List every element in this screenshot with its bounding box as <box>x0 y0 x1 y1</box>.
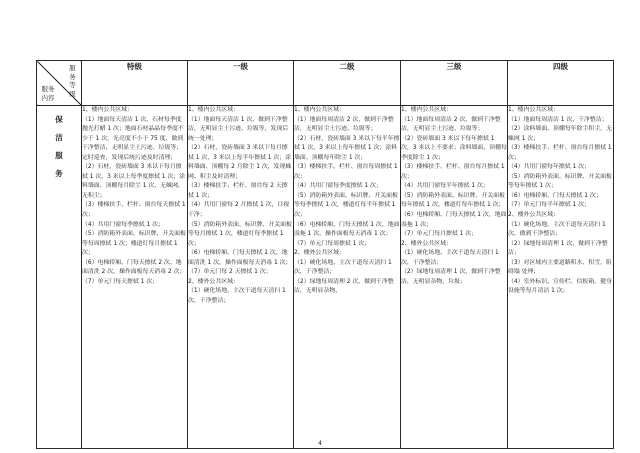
cell-line: （4）共用门窗每 2 月擦拭 1 次，目视干净； <box>188 202 290 219</box>
column-header: 四级 <box>508 61 614 106</box>
category-char: 服 <box>55 151 63 160</box>
cell-line: 1、楼内公共区域： <box>294 107 345 113</box>
corner-bottom-label: 服务内容 <box>41 85 55 102</box>
cell-line: （4）共用门窗每半年擦拭 1 次； <box>401 183 489 190</box>
level-cell-first <box>188 106 294 449</box>
column-header: 三级 <box>401 61 508 106</box>
cell-line: （1）地面每天清洁 1 次，做到干净整洁，无明显尘土污迹、垃圾等，发现后统一处理； <box>188 116 289 142</box>
cell-line: （3）楼梯扶手、栏杆、窗台每周擦拭 1 次； <box>294 164 398 180</box>
cell-line: （1）硬化场地、主次干道每天清扫 1 次，干净整洁； <box>401 250 499 266</box>
category-char: 洁 <box>55 133 63 142</box>
cell-line: （6）电梯轿厢、门每天擦拭 1 次，地面清洗 1 次，操作面板每天消毒 1 次； <box>188 250 292 266</box>
cell-line: （5）消防箱外表面、标识牌、开关面板等每年擦拭 1 次； <box>508 173 612 190</box>
category-char: 务 <box>55 169 63 178</box>
cell-line: （3）楼梯扶手、栏杆、窗台每月擦拭 1 次； <box>508 145 612 161</box>
cell-line: （2）石材，瓷砖墙面 3 米以下每月擦拭 1 次，3 米以上每半年擦拭 1 次；涂料墙面、顶棚每 2 月除尘 1 次，发现蛛网、积尘及时清理； <box>188 145 292 180</box>
cell-line: （3）楼梯扶手、栏杆、窗台每月擦拭 1 次； <box>401 164 505 180</box>
cell-line: （7）单元门每天擦拭 1 次； <box>82 278 159 285</box>
cell-line: （7）单元门每周擦拭 1 次； <box>294 240 371 247</box>
cell-line: （7）单元门每月擦拭 1 次； <box>401 231 478 238</box>
corner-header-cell <box>37 61 82 106</box>
cell-line: （2）石材，瓷砖墙面 3 米以下每月擦拭 1 次，3 米以上每季度擦拭 1 次；涂料墙面、顶棚每月除尘 1 次，无蛛网、无积尘； <box>82 164 186 199</box>
cell-line: （4）共用门窗每年擦拭 1 次； <box>508 164 590 171</box>
category-cell <box>37 106 82 449</box>
header-row <box>37 61 614 106</box>
level-cell-third <box>401 106 508 449</box>
page-number: 4 <box>318 440 322 447</box>
cell-line: 2、楼外公共区域： <box>188 278 239 285</box>
cell-line: （3）楼梯扶手、栏杆、窗台每天擦拭 1 次； <box>82 202 186 219</box>
cell-line: （1）硬化场地，主次干道每天清扫 1 次，做到干净整洁； <box>508 221 606 238</box>
column-header: 二级 <box>294 61 401 106</box>
cell-line: 1、楼内公共区域： <box>401 107 452 113</box>
cell-line: （3）对区域内主要道路积水、积雪，阻碍塌 处理； <box>508 259 612 276</box>
cell-line: 1、楼内公共区域： <box>82 107 133 113</box>
cell-line: （2）瓷砖墙面 3 米以下每年擦拭 1 次，3 米以上不要求；涂料墙面、顶棚每季度除尘 1 次； <box>401 135 507 161</box>
cell-line: 1、楼内公共区域： <box>508 107 559 113</box>
cell-line: （5）消防箱外表面、标识牌、开关面板等每月擦拭 1 次，楼道灯每季擦拭 1 次； <box>188 221 292 247</box>
cell-line: （1）地面每周清洁 1 次，干净整洁； <box>508 116 608 123</box>
cell-line: （1）地面每周清洁 2 次，做到干净整洁，无明显尘土污迹、垃圾等； <box>294 116 394 133</box>
level-cell-fourth <box>508 106 614 449</box>
cell-line: （1）硬化场地、主次干道每天清扫 1 次，干净整洁； <box>294 259 392 276</box>
cell-line: （4）共用门窗每季度擦拭 1 次； <box>294 183 382 190</box>
cell-line: （7）单元门每半年擦拭 1 次； <box>508 202 590 209</box>
cell-line: （1）地面每周清洁 2 次，做到干净整洁，无明显尘土污迹、垃圾等； <box>401 116 501 133</box>
cell-line: （2）绿地每周清理 1 次，做到干净整洁，无明显杂物、垃圾； <box>401 269 501 285</box>
cell-line: （2）涂料墙面、顶棚每年除尘积尘，无蛛网 1 次； <box>508 126 612 142</box>
cell-line: 2、楼外公共区域： <box>508 212 559 219</box>
category-char: 保 <box>55 115 63 124</box>
cell-line: （5）消防箱外表面、标识牌、开关面板每年擦拭 1 次，楼道灯每年擦拭 1 次； <box>401 192 505 209</box>
cell-line: （1）硬化场地、主次干道每天清扫 1 次，干净整洁； <box>188 288 286 304</box>
cell-line: （6）电梯轿厢、门每天擦拭 1 次； <box>508 192 602 199</box>
column-header: 一级 <box>188 61 294 106</box>
cell-line: （1）地面每天清洁 1 次，石材每季度抛光打蜡 1 次；地面石材晶晶每季度不少于 1 次，光亮度不小于 75 度，做到干净整洁，无明显尘土污迹、垃圾等；定时巡查，发现后统污迹及时清理； <box>82 116 184 161</box>
cleaning-service-row <box>37 106 614 449</box>
cell-line: （4）共用门窗每季擦拭 1 次； <box>82 221 164 228</box>
cell-line: （5）消防箱外表面、标识牌、开关面板等每周擦拭 1 次；楼道灯每月擦拭 1 次； <box>82 231 186 257</box>
cell-line: （2）绿地每周清理 1 次，做到干净整洁； <box>508 240 608 257</box>
cell-line: 1、楼内公共区域： <box>188 107 239 113</box>
cell-line: （5）消防箱外表面、标识牌、开关面板等每季擦拭 1 次，楼道灯每半年擦拭 1 次； <box>294 192 398 219</box>
cell-line: （6）电梯轿厢、门每天擦拭 2 次、地面清洗 2 次，操作面板每天消毒 2 次； <box>82 259 186 276</box>
level-cell-second <box>294 106 401 449</box>
cell-line: 2、楼外公共区域： <box>401 240 452 247</box>
level-cell-special <box>82 106 188 449</box>
cell-line: （2）绿地每周清理 2 次，做到干净整洁，无明显杂物、 <box>294 278 394 295</box>
cell-line: （6）电梯轿厢、门每天擦拭 1 次，地面湿拖 1 次，操作面板每天消毒 1 次； <box>294 221 400 238</box>
service-standard-table <box>36 60 614 449</box>
corner-top-label: 服务等级 <box>69 64 76 98</box>
cell-line: （6）电梯轿厢、门每天擦拭 1 次，地面湿拖 1 次； <box>401 212 507 228</box>
cell-line: （3）楼梯扶手、栏杆、窗台每 2 天擦拭 1 次； <box>188 183 288 199</box>
cell-line: （2）石材，瓷砖墙面 3 米以下每半年擦拭 1 次，3 米以上每年擦拭 1 次；涂料墙面、顶棚每年除尘 1 次； <box>294 135 400 161</box>
cell-line: 2、楼外公共区域： <box>294 250 345 257</box>
cell-line: （4）室外标识、宣传栏、信报箱、健身设施等每月清洁 1 次； <box>508 278 612 295</box>
column-header: 特级 <box>82 61 188 106</box>
cell-line: （7）单元门每 2 天擦拭 1 次； <box>188 269 272 276</box>
